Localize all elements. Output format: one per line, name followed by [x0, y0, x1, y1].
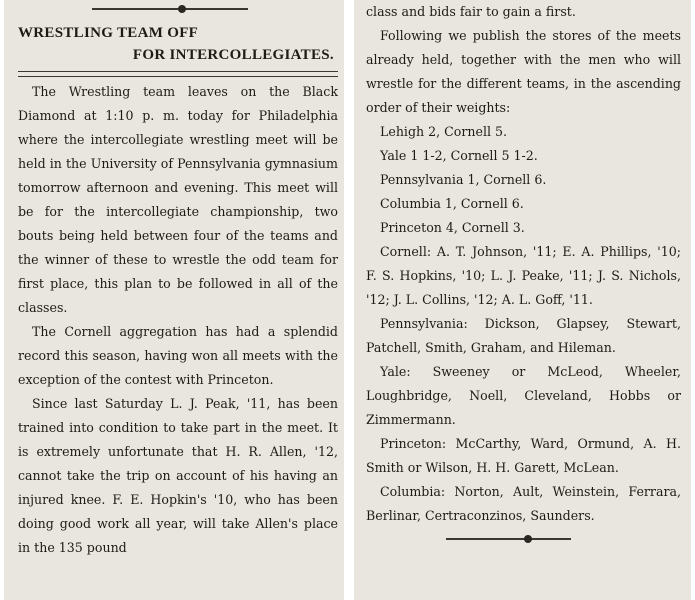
headline-double-rule: [18, 71, 338, 77]
score-line: Columbia 1, Cornell 6.: [380, 196, 524, 211]
scores-list: [366, 120, 681, 240]
continuation-text: class and bids fair to gain a first.: [366, 4, 576, 19]
headline-line-2: FOR INTERCOLLEGIATES.: [132, 47, 334, 63]
left-column: [4, 0, 344, 600]
score-line: Princeton 4, Cornell 3.: [380, 220, 525, 235]
headline-line-1: WRESTLING TEAM OFF: [18, 25, 199, 41]
score-line: Pennsylvania 1, Cornell 6.: [380, 172, 547, 187]
end-rule-ornament: [366, 532, 681, 546]
score-line: Yale 1 1-2, Cornell 5 1-2.: [380, 148, 538, 163]
paragraph: The Wrestling team leaves on the Black Diamond at 1:10 p. m. today for Philadelphia where the intercollegiate wrestling meet will be held in the University of Pennsylvania gymnasium tomorrow afternoon and evening. This meet will be for the intercollegiate championship, two bouts being held between four of the teams and the winner of these to wrestle the odd team for first place, this plan to be followed in all of the classes.: [18, 84, 338, 315]
rosters-list: [366, 240, 681, 528]
score-line: Lehigh 2, Cornell 5.: [380, 124, 508, 139]
roster-princeton: Princeton: McCarthy, Ward, Ormund, A. H. Smith or Wilson, H. H. Garett, McLean.: [366, 436, 681, 475]
article-body-left: [18, 80, 338, 560]
paragraph: Since last Saturday L. J. Peak, '11, has been trained into condition to take part in the meet. It is extremely unfortunate that H. R. Allen, '12, cannot take the trip on account of his having an injured knee. F. E. Hopkin's '10, who has been doing good work all year, will take Allen's place in the 135 pound: [18, 396, 338, 555]
roster-cornell: Cornell: A. T. Johnson, '11; E. A. Phillips, '10; F. S. Hopkins, '10; L. J. Peake, '11; J. S. Nichols, '12; J. L. Collins, '12; A. L. Goff, '11.: [366, 244, 681, 307]
roster-columbia: Columbia: Norton, Ault, Weinstein, Ferrara, Berlinar, Certraconzinos, Saunders.: [366, 484, 681, 523]
top-rule-ornament: [18, 0, 338, 14]
scores-intro: Following we publish the stores of the meets already held, together with the men who will wrestle for the different teams, in the ascending order of their weights:: [366, 28, 681, 115]
paragraph: The Cornell aggregation has had a splendid record this season, having won all meets with the exception of the contest with Princeton.: [18, 324, 338, 387]
column-gutter: [344, 0, 354, 600]
right-column: [354, 0, 691, 600]
roster-pennsylvania: Pennsylvania: Dickson, Glapsey, Stewart, Patchell, Smith, Graham, and Hileman.: [366, 316, 681, 355]
roster-yale: Yale: Sweeney or McLeod, Wheeler, Loughbridge, Noell, Cleveland, Hobbs or Zimmermann.: [366, 364, 681, 427]
